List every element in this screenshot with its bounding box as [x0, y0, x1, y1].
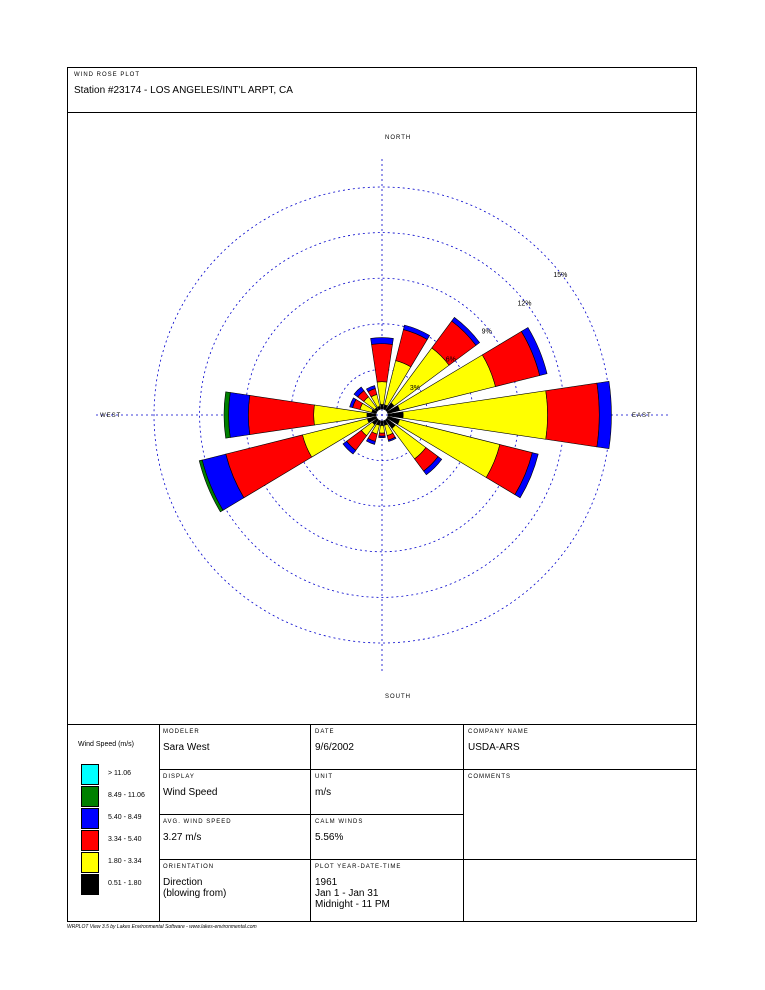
orientation-label: ORIENTATION [163, 864, 215, 870]
orientation-line-2: (blowing from) [163, 888, 227, 899]
comments-cell [464, 770, 696, 860]
legend-swatch [81, 786, 99, 807]
plot-frame [67, 67, 697, 922]
petal-segment [248, 395, 314, 434]
calm-winds-value: 5.56% [315, 832, 344, 843]
plot-time-value [315, 877, 390, 910]
petal-segment [380, 404, 383, 409]
unit-value: m/s [315, 787, 332, 798]
date-cell [311, 725, 464, 770]
legend-swatch [81, 852, 99, 873]
legend-label: 3.34 - 5.40 [108, 836, 142, 843]
plot-type-label: WIND ROSE PLOT [74, 72, 141, 78]
date-value: 9/6/2002 [315, 742, 354, 753]
petal-segment [371, 338, 394, 345]
company-cell [464, 725, 696, 770]
wind-rose-chart [68, 68, 696, 724]
legend-swatch [81, 874, 99, 895]
petal-segment [229, 392, 250, 437]
legend-swatch [81, 830, 99, 851]
modeler-value: Sara West [163, 742, 210, 753]
legend-label: > 11.06 [108, 770, 132, 777]
legend-label: 8.49 - 11.06 [108, 792, 145, 799]
display-cell [159, 770, 311, 815]
plot-time-cell [311, 860, 464, 922]
orientation-value [163, 877, 226, 899]
orientation-line-1: Direction [163, 877, 203, 888]
legend [68, 725, 160, 922]
date-label: DATE [315, 729, 335, 735]
petal-segment [546, 383, 599, 447]
avg-speed-value: 3.27 m/s [163, 832, 202, 843]
plot-time-hours: Midnight - 11 PM [315, 899, 390, 910]
modeler-cell [159, 725, 311, 770]
direction-label: NORTH [385, 135, 412, 141]
petal-segment [379, 425, 384, 433]
plot-time-year: 1961 [315, 877, 338, 888]
ring-label: 3% [409, 384, 420, 392]
comments-label: COMMENTS [468, 774, 511, 780]
direction-label: EAST [632, 413, 652, 419]
direction-label: WEST [100, 413, 122, 419]
direction-label: SOUTH [385, 694, 411, 700]
software-credit: WRPLOT View 3.5 by Lakes Environmental Software - www.lakes-environmental.com [67, 924, 257, 930]
ring-label: 15% [553, 272, 568, 280]
unit-cell [311, 770, 464, 815]
station-title: Station #23174 - LOS ANGELES/INT'L ARPT, CA [74, 85, 293, 96]
calm-winds-cell [311, 815, 464, 860]
ring-label: 6% [445, 356, 456, 364]
legend-swatch [81, 764, 99, 785]
avg-speed-cell [159, 815, 311, 860]
petal-segment [379, 433, 385, 436]
display-value: Wind Speed [163, 787, 218, 798]
plot-time-label: PLOT YEAR-DATE-TIME [315, 864, 402, 870]
legend-label: 5.40 - 8.49 [108, 814, 142, 821]
legend-title: Wind Speed (m/s) [78, 741, 135, 748]
petal-segment [380, 421, 383, 426]
petal-segment [597, 381, 612, 448]
unit-label: UNIT [315, 774, 333, 780]
modeler-label: MODELER [163, 729, 200, 735]
company-label: COMPANY NAME [468, 729, 529, 735]
legend-swatch [81, 808, 99, 829]
petal-segment [379, 436, 386, 438]
orientation-cell [159, 860, 311, 922]
info-panel [68, 724, 696, 922]
display-label: DISPLAY [163, 774, 195, 780]
legend-label: 0.51 - 1.80 [108, 880, 142, 887]
calm-winds-label: CALM WINDS [315, 819, 364, 825]
ring-label: 9% [481, 328, 492, 336]
ring-label: 12% [517, 300, 532, 308]
petal-segment [372, 344, 393, 382]
plot-time-dates: Jan 1 - Jan 31 [315, 888, 379, 899]
avg-speed-label: AVG. WIND SPEED [163, 819, 232, 825]
legend-label: 1.80 - 3.34 [108, 858, 142, 865]
company-value: USDA-ARS [468, 742, 520, 753]
